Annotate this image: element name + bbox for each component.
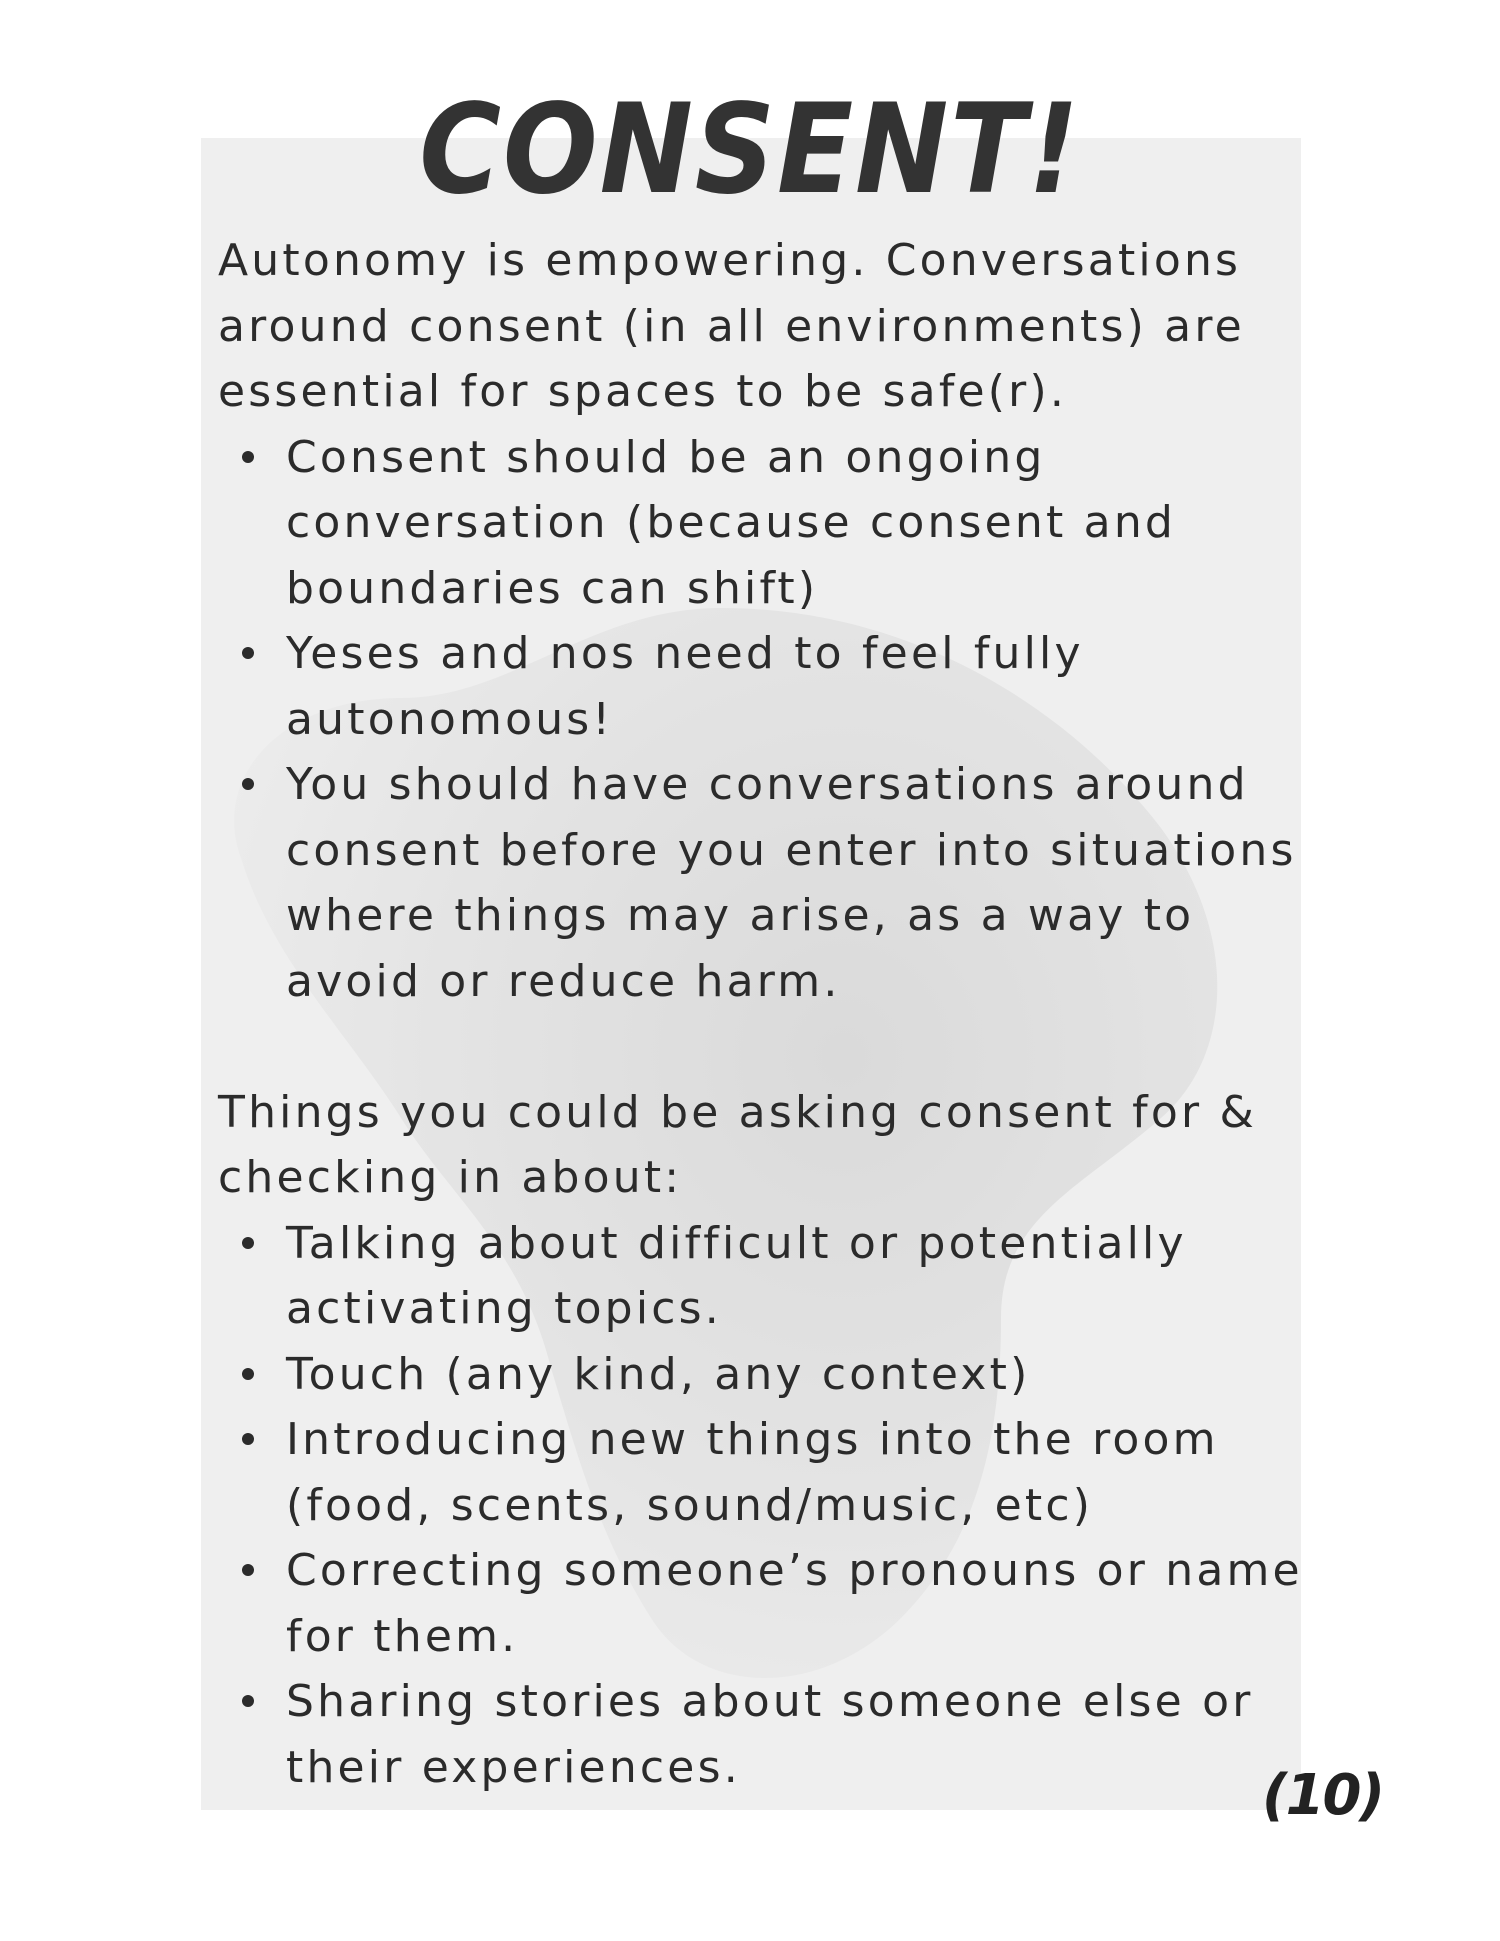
checklist-heading: Things you could be asking consent for & checking in about: (218, 1086, 1257, 1203)
content-body (218, 228, 1308, 1800)
consent-principles-list (218, 425, 1308, 1015)
list-item: Consent should be an ongoing conversation (because consent and boundaries can shift) (218, 425, 1308, 622)
list-item: Touch (any kind, any context) (218, 1342, 1308, 1408)
page-number: (10) (1262, 1763, 1384, 1828)
list-item: You should have conversations around consent before you enter into situations where things may arise, as a way to avoid or reduce harm. (218, 752, 1308, 1014)
list-item: Yeses and nos need to feel fully autonomous! (218, 621, 1308, 752)
consent-topics-list (218, 1211, 1308, 1801)
list-item: Introducing new things into the room (food, scents, sound/music, etc) (218, 1407, 1308, 1538)
list-item: Talking about difficult or potentially activating topics. (218, 1211, 1308, 1342)
page-title: CONSENT! (419, 78, 1081, 222)
list-item: Sharing stories about someone else or their experiences. (218, 1669, 1308, 1800)
spacer (218, 1014, 1308, 1080)
intro-paragraph: Autonomy is empowering. Conversations around consent (in all environments) are essential for spaces to be safe(r). (218, 235, 1245, 417)
list-item: Correcting someone’s pronouns or name for them. (218, 1538, 1308, 1669)
